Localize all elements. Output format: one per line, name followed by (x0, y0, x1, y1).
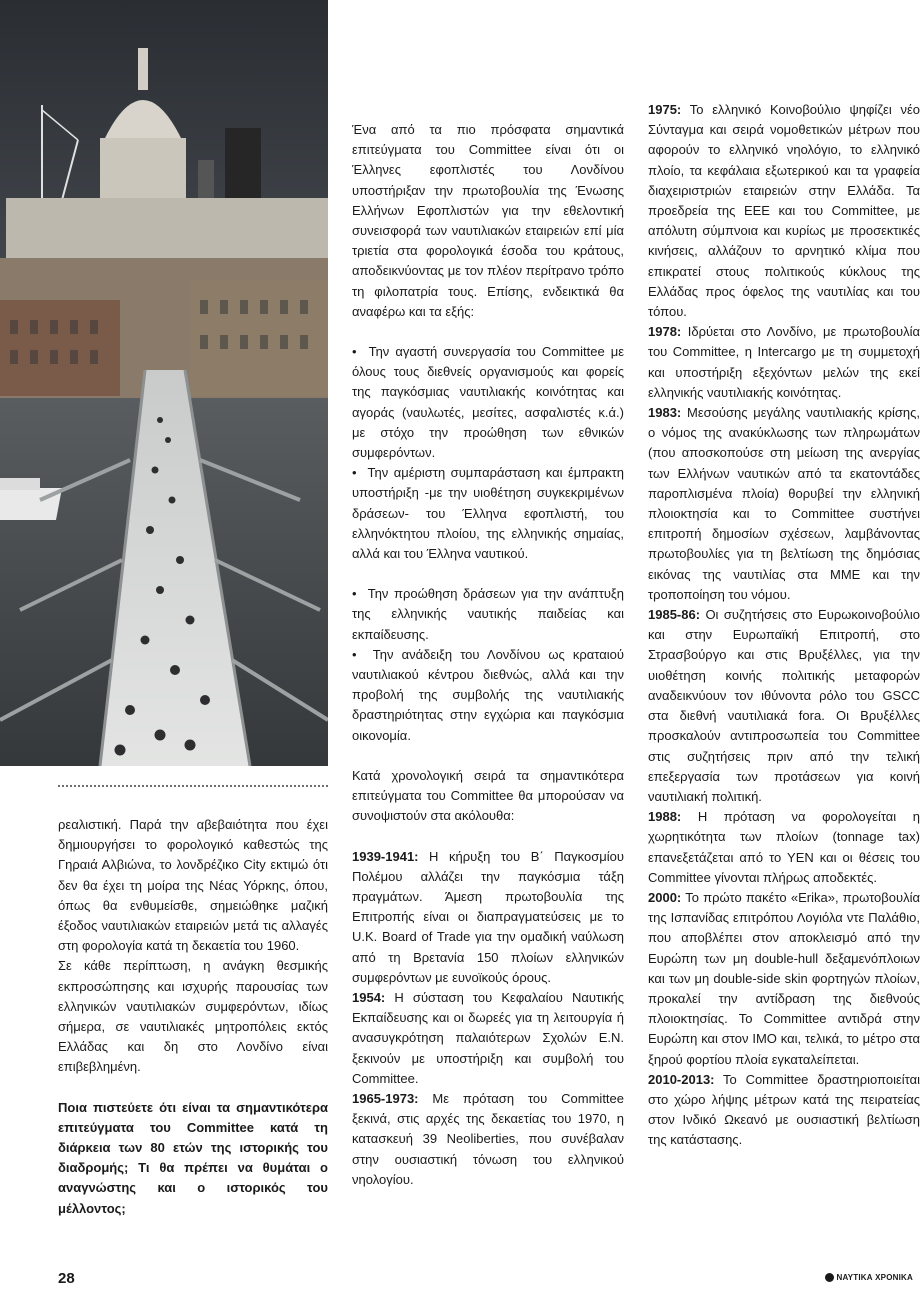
timeline-text: Η σύσταση του Κεφαλαίου Ναυτικής Εκπαίδευσης και οι δωρεές για τη λειτουργία ή ανασυγκρότηση παλαιότερων Σχολών Ε.Ν. ξεκινούν με υποστήριξη και συμβολή του Committee. (352, 989, 624, 1086)
timeline-year: 1965-1973: (352, 1090, 419, 1106)
timeline-entry (648, 1070, 920, 1151)
timeline-text: Η κήρυξη του Β΄ Παγκοσμίου Πολέμου αλλάζει την παγκόσμια τάξη πραγμάτων. Άμεση πρωτοβουλία της Επιτροπής είναι οι διαπραγματεύσεις με το U.K. Board of Trade για την ομαδική ναύλωση από τη Βρετανία 150 πλοίων ελληνικών συμφερόντων με ευνοϊκούς όρους. (352, 848, 624, 985)
page-number: 28 (58, 1270, 75, 1287)
timeline-text: Το Committee δραστηριοποιείται στο χώρο λήψης μέτρων κατά της πειρατείας στον Ινδικό Ωκεανό με ουσιαστική βελτίωση της κατάστασης. (648, 1071, 920, 1148)
brand-label: ΝΑΥΤΙΚΑ ΧΡΟΝΙΚΑ (836, 1273, 913, 1282)
paragraph: ρεαλιστική. Παρά την αβεβαιότητα που έχει δημιουργήσει το φορολογικό καθεστώς της Γηραιά Αλβιώνα, το λονδρέζικο City εκτιμώ ότι δεν θα έχει τη μοίρα της Νέας Υόρκης, όπου, όπως θα ενθυμείσθε, σημειώθηκε μαζική έξοδος ναυτιλιακών εταιρειών μετά τις αλλαγές στη φορολογία κατά τη δεκαετία του 1960. (58, 817, 328, 954)
cover-photo (0, 0, 328, 766)
timeline-entry (648, 403, 920, 605)
timeline-entry (352, 988, 624, 1089)
london-bridge-illustration (0, 0, 328, 766)
timeline-entry (648, 605, 920, 807)
paragraph: Ένα από τα πιο πρόσφατα σημαντικά επιτεύγματα του Committee είναι ότι οι Έλληνες εφοπλιστές του Λονδίνου υποστήριξαν την πρωτοβουλία της Ένωσης Ελλήνων Εφοπλιστών για την εθελοντική συνεισφορά των ναυτιλιακών εταιρειών επί μία τριετία στα φορολογικά έσοδα του κράτους, αποδεικνύοντας με τον πλέον περίτρανο τρόπο τη φιλοπατρία τους. Επίσης, ενδεικτικά θα αναφέρω και τα εξής: (352, 122, 624, 319)
column-left (58, 815, 328, 1219)
timeline-year: 2010-2013: (648, 1071, 715, 1087)
timeline-entry (352, 1089, 624, 1190)
bullet-item: • Την προώθηση δράσεων για την ανάπτυξη της ελληνικής ναυτικής παιδείας και εκπαίδευσης. (352, 586, 624, 642)
paragraph: Σε κάθε περίπτωση, η ανάγκη θεσμικής εκπροσώπησης και ισχυρής παρουσίας των ελληνικών ναυτιλιακών συμφερόντων, ιδίως σήμερα, σε ναυτιλιακές μητροπόλεις εκτός Ελλάδας και δη στο Λονδίνο είναι επιβεβλημένη. (58, 958, 328, 1075)
timeline-year: 1954: (352, 989, 386, 1005)
interview-question: Ποια πιστεύετε ότι είναι τα σημαντικότερα επιτεύγματα του Committee κατά τη διάρκεια των 80 ετών της ιστορικής του διαδρομής; Τι θα πρέπει να θυμάται ο αναγνώστης και ο ιστορικός του μέλλοντος; (58, 1099, 328, 1216)
bullet-item: • Την αγαστή συνεργασία του Committee με όλους τους διεθνείς οργανισμούς και φορείς της παγκόσμιας ναυτιλιακής κοινότητας και αγοράς (ναυλωτές, μεσίτες, ασφαλιστές κ.ά.) με στόχο την προώθηση των εθνικών συμφερόντων. (352, 344, 624, 461)
column-right (648, 100, 920, 1151)
timeline-year: 1983: (648, 405, 682, 421)
timeline-year: 1985-86: (648, 607, 701, 623)
timeline-year: 1978: (648, 324, 682, 340)
bullet-item: • Την ανάδειξη του Λονδίνου ως κραταιού ναυτιλιακού κέντρου διεθνώς, αλλά και την προβολή της συμβολής της ναυτιλιακής δραστηριότητας στην εγχώρια και παγκόσμια οικονομία. (352, 646, 624, 743)
timeline-year: 1939-1941: (352, 848, 419, 864)
timeline-text: Ιδρύεται στο Λονδίνο, με πρωτοβουλία του Committee, η Intercargo με τη συμμετοχή και υποστήριξη εξεχόντων μελών της εκεί ελληνικής ναυτιλιακής κοινότητας. (648, 324, 920, 400)
magazine-brand (825, 1273, 914, 1282)
timeline-text: Το ελληνικό Κοινοβούλιο ψηφίζει νέο Σύνταγμα και σειρά νομοθετικών μέτρων που αφορούν το ελληνικό νηολόγιο, το ελληνικό πλοίο, τα κεφάλαια εξωτερικού και τα γραφεία διαχειριστριών εταιρειών στην Ελλάδα. Τα προεδρεία της ΕΕΕ και του Committee, με απόλυτη σύμπνοια και κυρίως με προσεκτικές κινήσεις, αλλάζουν το αρνητικό κλίμα που επικρατεί στους πολιτικούς κύκλους της Ελλάδας προς όφελος της ναυτιλίας και του τόπου. (648, 102, 920, 320)
timeline-text: Με πρόταση του Committee ξεκινά, στις αρχές της δεκαετίας του 1970, η κατασκευή 39 Neoliberties, που συνέβαλαν στην ουσιαστική τόνωση του ελληνικού νηολογίου. (352, 1090, 624, 1187)
bullet-item: • Την αμέριστη συμπαράσταση και έμπρακτη υποστήριξη -με την υιοθέτηση συγκεκριμένων δράσεων- του Έλληνα εφοπλιστή, του ελληνόκτητου πλοίου, της ελληνικής σημαίας, αλλά και του Έλληνα ναυτικού. (352, 465, 624, 562)
timeline-entry (648, 888, 920, 1070)
timeline-text: Οι συζητήσεις στο Ευρωκοινοβούλιο και στην Ευρωπαϊκή Επιτροπή, στο Στρασβούργο και στις Βρυξέλλες, για την υιοθέτηση κοινής πολιτικής μεταφορών αναδεικνύουν τον ιθύνοντα ρόλο του GSCC στα διεθνή ναυτιλιακά fora. Οι Βρυξέλλες προσκαλούν αντιπροσωπεία του Committee στις συζητήσεις πριν από την τελική επεξεργασία των προτάσεων για κοινή ναυτιλιακή πολιτική. (648, 607, 920, 804)
timeline-entry (352, 847, 624, 988)
brand-logo-icon (825, 1273, 834, 1282)
column-middle (352, 120, 624, 1190)
timeline-entry (648, 322, 920, 403)
timeline-text: Μεσούσης μεγάλης ναυτιλιακής κρίσης, ο νόμος της ανακύκλωσης των πληρωμάτων (που αποσκοπούσε στη μείωση της ανεργίας των Ελλήνων ναυτικών από τα εκατοντάδες παροπλισμένα πλοία) θορυβεί την ελληνική πλοιοκτησία και το Committee συστήνει επιτροπή δημοσίων σχέσεων, λαμβάνοντας πρωτοβουλίες για τη βελτίωση της δημόσιας εικόνας της ναυτιλίας στα ΜΜΕ και την τροποποίηση του νόμου. (648, 405, 920, 602)
timeline-text: Το πρώτο πακέτο «Erika», πρωτοβουλία της Ισπανίδας επιτρόπου Λογιόλα ντε Παλάθιο, που αποβλέπει στον αποκλεισμό από την Ευρώπη των μη double-hull δεξαμενόπλοιων και των μη double-side skin φορτηγών πλοίων, προκαλεί την αντίδραση της διεθνούς πλοιοκτησίας. Το Committee αντιδρά στην Ευρώπη και στον ΙΜΟ και, τελικά, το μέτρο στα ξηρού φορτίου πλοία εγκαταλείπεται. (648, 889, 920, 1067)
timeline-text: Η πρόταση να φορολογείται η χωρητικότητα των πλοίων (tonnage tax) επανεξετάζεται από το ΥΕΝ και οι θέσεις του Committee γίνονται πλήρως αποδεκτές. (648, 809, 920, 885)
timeline-year: 1988: (648, 809, 682, 825)
timeline-entry (648, 807, 920, 888)
timeline-entry (648, 100, 920, 322)
timeline-year: 1975: (648, 102, 682, 117)
paragraph: Κατά χρονολογική σειρά τα σημαντικότερα επιτεύγματα του Committee θα μπορούσαν να συνοψιστούν στα ακόλουθα: (352, 767, 624, 824)
dotted-divider (58, 785, 328, 787)
timeline-year: 2000: (648, 889, 682, 905)
